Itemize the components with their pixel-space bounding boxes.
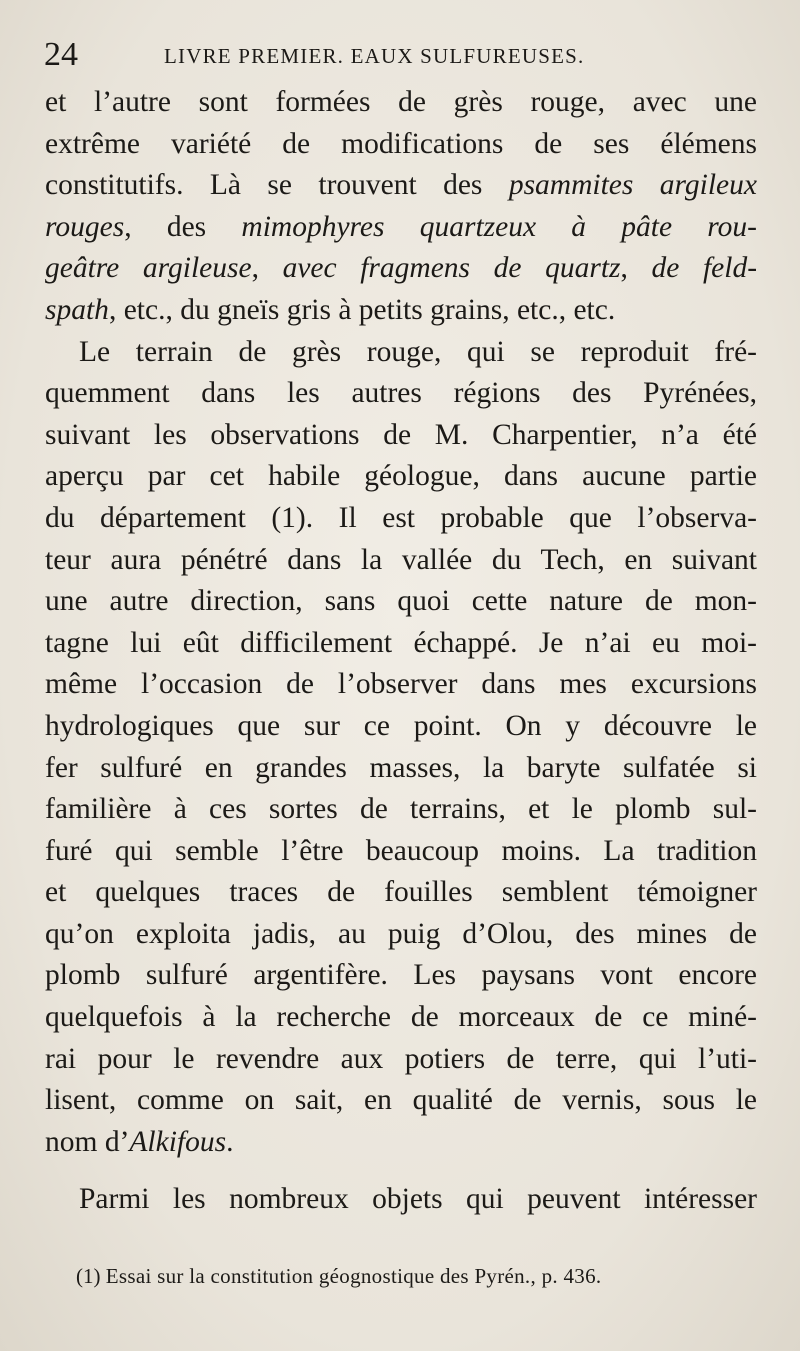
text-span: . bbox=[226, 1125, 234, 1158]
text-line: hydrologiques que sur ce point. On y découvre le bbox=[45, 709, 757, 742]
text-line: quemment dans les autres régions des Pyrénées, bbox=[45, 377, 757, 410]
text-span: constitutifs. Là se trouvent des bbox=[45, 169, 509, 202]
text-line bbox=[45, 248, 757, 290]
italic-term: Alkifous bbox=[129, 1125, 227, 1158]
italic-term: rouges bbox=[45, 210, 125, 243]
italic-term: de feld- bbox=[651, 252, 758, 285]
text-line: quelquefois à la recherche de morceaux de ce miné- bbox=[45, 1001, 757, 1034]
text-line bbox=[45, 290, 757, 332]
text-line: plomb sulfuré argentifère. Les paysans vont encore bbox=[45, 959, 757, 992]
text-line: extrême variété de modifications de ses élémens bbox=[45, 127, 757, 160]
text-line bbox=[45, 165, 757, 207]
italic-term: avec fragmens de quartz bbox=[282, 252, 621, 285]
page-header bbox=[44, 34, 760, 74]
text-line bbox=[45, 207, 757, 249]
text-span: , des bbox=[124, 210, 242, 243]
text-line: familière à ces sortes de terrains, et le plomb sul- bbox=[45, 793, 757, 826]
text-line: suivant les observations de M. Charpentier, n’a été bbox=[45, 418, 757, 451]
text-span: , bbox=[620, 252, 652, 285]
text-line: rai pour le revendre aux potiers de terre, qui l’uti- bbox=[45, 1042, 757, 1075]
text-line: même l’occasion de l’observer dans mes excursions bbox=[45, 668, 757, 701]
paragraph-gap bbox=[45, 1163, 757, 1179]
page-number: 24 bbox=[44, 36, 78, 73]
text-line: et l’autre sont formées de grès rouge, avec une bbox=[45, 86, 757, 118]
text-line: teur aura pénétré dans la vallée du Tech, en suivant bbox=[45, 543, 757, 576]
text-line: Parmi les nombreux objets qui peuvent intéresser bbox=[79, 1183, 757, 1216]
italic-term: psammites argileux bbox=[508, 169, 757, 202]
text-line: une autre direction, sans quoi cette nature de mon- bbox=[45, 585, 757, 618]
text-line: lisent, comme on sait, en qualité de vernis, sous le bbox=[45, 1084, 757, 1117]
italic-term: geâtre argileuse bbox=[45, 252, 252, 285]
text-line: furé qui semble l’être beaucoup moins. La tradition bbox=[45, 834, 757, 867]
text-line: Le terrain de grès rouge, qui se reproduit fré- bbox=[79, 335, 757, 368]
text-line: aperçu par cet habile géologue, dans aucune partie bbox=[45, 460, 757, 493]
text-line: et quelques traces de fouilles semblent témoigner bbox=[45, 876, 757, 909]
italic-term: spath bbox=[45, 293, 109, 326]
text-line bbox=[45, 1122, 757, 1164]
text-line: du département (1). Il est probable que l’observa- bbox=[45, 501, 757, 534]
footnote-marker: (1) bbox=[76, 1264, 101, 1288]
italic-term: mimophyres quartzeux à pâte rou- bbox=[241, 210, 758, 243]
text-line: tagne lui eût difficilement échappé. Je n’ai eu moi- bbox=[45, 626, 757, 659]
text-line: fer sulfuré en grandes masses, la baryte sulfatée si bbox=[45, 751, 757, 784]
footnote bbox=[76, 1264, 766, 1289]
footnote-text: Essai sur la constitution géognostique des Pyrén., p. 436. bbox=[105, 1264, 602, 1288]
body-text bbox=[45, 82, 757, 1221]
text-span: nom d’ bbox=[45, 1125, 130, 1158]
text-line: qu’on exploita jadis, au puig d’Olou, des mines de bbox=[45, 917, 757, 950]
running-head: LIVRE PREMIER. EAUX SULFUREUSES. bbox=[164, 44, 585, 68]
text-span: , etc., du gneïs gris à petits grains, etc., etc. bbox=[108, 293, 616, 326]
text-span: , bbox=[251, 252, 283, 285]
